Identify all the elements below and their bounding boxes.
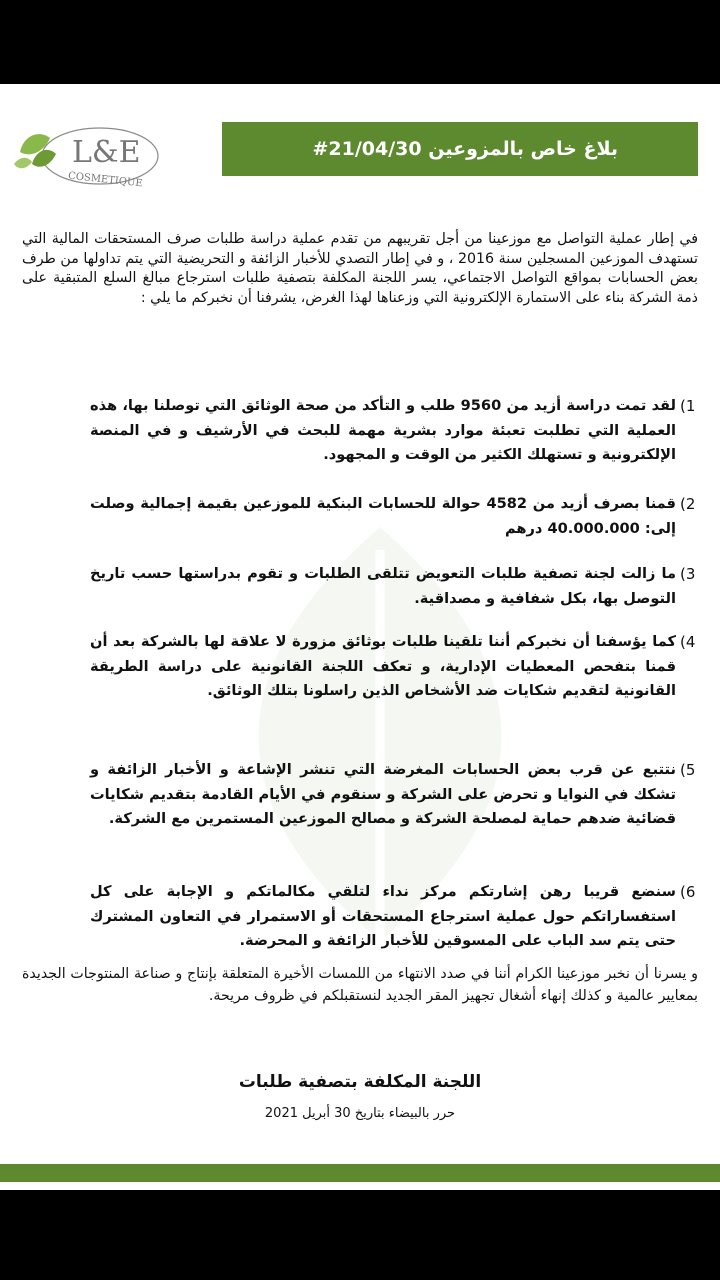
company-logo bbox=[10, 124, 160, 192]
list-item bbox=[90, 880, 696, 954]
list-item bbox=[90, 492, 696, 541]
closing-paragraph: و يسرنا أن نخبر موزعينا الكرام أننا في صدد الانتهاء من اللمسات الأخيرة المتعلقة بإنتاج و صناعة المنتوجات الجديدة بمعايير عالمية و كذلك إنهاء أشغال تجهيز المقر الجديد لنستقبلكم في ظروف مريحة. bbox=[22, 966, 698, 1004]
leaf-icon bbox=[14, 134, 56, 168]
signature: اللجنة المكلفة بتصفية طلبات bbox=[238, 1072, 482, 1092]
header-title-bar bbox=[222, 122, 698, 176]
document-page bbox=[0, 84, 720, 1190]
item-number: (3 bbox=[680, 565, 696, 583]
page-title: بلاغ خاص بالمزوعين 21/04/30# bbox=[312, 138, 618, 160]
item-text: سنضع قريبا رهن إشارتكم مركز نداء لتلقي مكالماتكم و الإجابة على كل استفساراتكم حول عملية استرجاع المستحقات أو الاستمرار في التعاون المشترك حتى يتم سد الباب على المسوقين للأخبار الزائفة و المحرضة. bbox=[90, 883, 676, 949]
list-item bbox=[90, 630, 696, 704]
item-number: (4 bbox=[680, 633, 696, 651]
logo-subtitle: COSMETIQUE bbox=[67, 170, 144, 190]
item-number: (2 bbox=[680, 495, 696, 513]
item-number: (1 bbox=[680, 397, 696, 415]
logo-brand: L&E bbox=[72, 135, 141, 170]
item-text: لقد تمت دراسة أزيد من 9560 طلب و التأكد من صحة الوثائق التي توصلنا بها، هذه العملية التي تطلبت تعبئة موارد بشرية مهمة للبحث في الأرشيف و في المنصة الإلكترونية و تستهلك الكثير من الوقت و المجهود. bbox=[90, 397, 676, 463]
item-text: قمنا بصرف أزيد من 4582 حوالة للحسابات البنكية للموزعين بقيمة إجمالية وصلت إلى: 40.000.000 درهم bbox=[90, 495, 676, 537]
item-text: كما يؤسفنا أن نخبركم أننا تلقينا طلبات بوثائق مزورة لا علاقة لها بالشركة بعد أن قمنا بتفحص المعطيات الإدارية، و تعكف اللجنة القانونية على دراسة الطريقة القانونية لتقديم شكايات ضد الأشخاص الذين راسلونا بتلك الوثائق. bbox=[90, 633, 676, 699]
list-item bbox=[90, 562, 696, 611]
issue-date: حرر بالبيضاء بتاريخ 30 أبريل 2021 bbox=[264, 1106, 456, 1121]
list-item bbox=[90, 394, 696, 468]
item-number: (5 bbox=[680, 761, 696, 779]
intro-paragraph: في إطار عملية التواصل مع موزعينا من أجل تقريبهم من تقدم عملية دراسة طلبات صرف المستحقات المالية التي تستهدف الموزعين المسجلين سنة 2016 ، و في إطار التصدي للأخبار الزائفة و التحريضية التي يتم تداولها من طرف بعض الحسابات بمواقع التواصل الاجتماعي، يسر اللجنة المكلفة بتصفية طلبات استرجاع مبالغ السلع المتبقية على ذمة الشركة بناء على الاستمارة الإلكترونية التي وزعناها لهذا الغرض، يشرفنا أن نخبركم ما يلي : bbox=[22, 231, 698, 306]
item-text: نتتبع عن قرب بعض الحسابات المغرضة التي تنشر الإشاعة و الأخبار الزائفة و تشكك في النوايا و تحرض على الشركة و سنقوم في الأيام القادمة بتقديم شكايات قضائية ضدهم حماية لمصلحة الشركة و مصالح الموزعين المستمرين مع الشركة. bbox=[90, 761, 676, 827]
list-item bbox=[90, 758, 696, 832]
item-text: ما زالت لجنة تصفية طلبات التعويض تتلقى الطلبات و تقوم بدراستها حسب تاريخ التوصل بها، بكل شفافية و مصداقية. bbox=[90, 565, 676, 607]
item-number: (6 bbox=[680, 883, 696, 901]
footer-bar bbox=[0, 1164, 720, 1182]
